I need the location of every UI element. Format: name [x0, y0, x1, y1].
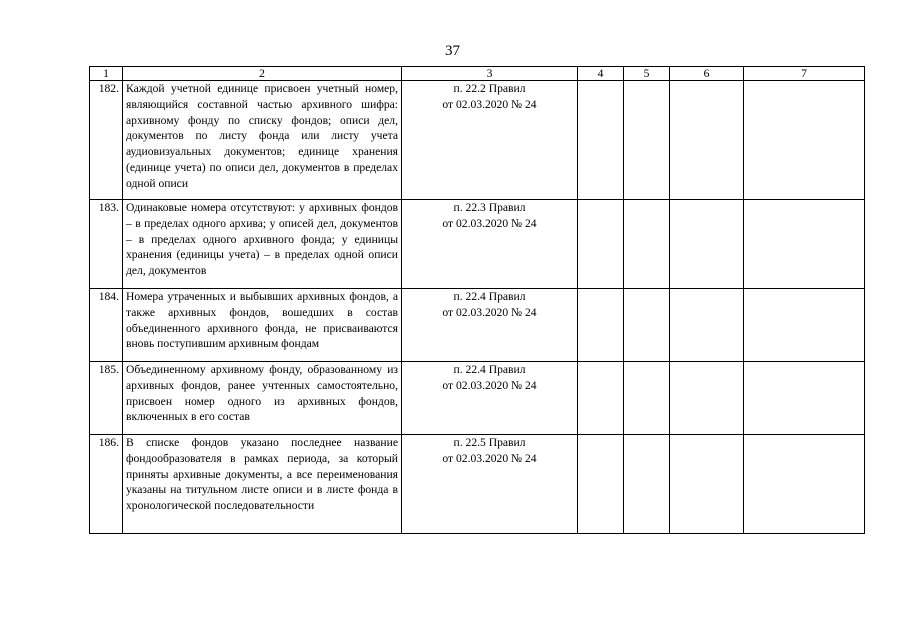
empty-cell — [578, 289, 624, 362]
checklist-table — [89, 66, 865, 534]
rule-date: от 02.03.2020 № 24 — [442, 97, 537, 111]
row-number: 184. — [90, 289, 123, 362]
row-number: 183. — [90, 200, 123, 289]
empty-cell — [624, 362, 670, 435]
page-number: 37 — [445, 43, 460, 59]
empty-cell — [670, 289, 744, 362]
requirement-text: Каждой учетной единице присвоен учетный номер, являющийся составной частью архивного шифра: архивному фонду по списку фондов; описи дел, документов по листу фонда или листу учета аудиовизуальных документов; единице хранения (единице учета) по описи дел, документов в пределах одной описи — [123, 81, 402, 200]
rule-reference — [402, 435, 578, 534]
rule-date: от 02.03.2020 № 24 — [442, 216, 537, 230]
empty-cell — [624, 289, 670, 362]
rule-reference — [402, 81, 578, 200]
requirement-text: Объединенному архивному фонду, образованному из архивных фондов, ранее учтенных самостоятельно, присвоен номер одного из архивных фондов, включенных в его состав — [123, 362, 402, 435]
rule-date: от 02.03.2020 № 24 — [442, 305, 537, 319]
table-header-row — [90, 67, 865, 81]
empty-cell — [624, 200, 670, 289]
rule-clause: п. 22.4 Правил — [453, 363, 526, 376]
rule-clause: п. 22.5 Правил — [453, 436, 526, 449]
table-row — [90, 200, 865, 289]
empty-cell — [624, 81, 670, 200]
column-header: 1 — [90, 67, 123, 81]
empty-cell — [578, 435, 624, 534]
empty-cell — [744, 200, 865, 289]
empty-cell — [670, 435, 744, 534]
table-row — [90, 289, 865, 362]
rule-clause: п. 22.4 Правил — [453, 290, 526, 303]
empty-cell — [744, 81, 865, 200]
column-header: 5 — [624, 67, 670, 81]
empty-cell — [670, 200, 744, 289]
row-number: 186. — [90, 435, 123, 534]
empty-cell — [578, 81, 624, 200]
rule-reference — [402, 289, 578, 362]
table-row — [90, 81, 865, 200]
empty-cell — [744, 289, 865, 362]
empty-cell — [578, 362, 624, 435]
requirement-text: Номера утраченных и выбывших архивных фондов, а также архивных фондов, вошедших в состав объединенного архивного фонда, не присваиваются вновь поступившим архивным фондам — [123, 289, 402, 362]
empty-cell — [578, 200, 624, 289]
column-header: 4 — [578, 67, 624, 81]
requirement-text: В списке фондов указано последнее название фондообразователя в рамках периода, за который приняты архивные документы, а все переименования указаны на титульном листе описи и в листе фонда в хронологической последовательности — [123, 435, 402, 534]
column-header: 3 — [402, 67, 578, 81]
rule-clause: п. 22.3 Правил — [453, 201, 526, 214]
row-number: 185. — [90, 362, 123, 435]
empty-cell — [744, 362, 865, 435]
requirement-text: Одинаковые номера отсутствуют: у архивных фондов – в пределах одного архива; у описей дел, документов – в пределах одного архивного фонда; у единицы хранения (единицы учета) – в пределах одной описи дел, документов — [123, 200, 402, 289]
rule-reference — [402, 362, 578, 435]
column-header: 6 — [670, 67, 744, 81]
table-row — [90, 435, 865, 534]
empty-cell — [670, 81, 744, 200]
row-number: 182. — [90, 81, 123, 200]
rule-date: от 02.03.2020 № 24 — [442, 378, 537, 392]
rule-date: от 02.03.2020 № 24 — [442, 451, 537, 465]
empty-cell — [744, 435, 865, 534]
rule-reference — [402, 200, 578, 289]
empty-cell — [624, 435, 670, 534]
column-header: 7 — [744, 67, 865, 81]
column-header: 2 — [123, 67, 402, 81]
table-row — [90, 362, 865, 435]
empty-cell — [670, 362, 744, 435]
rule-clause: п. 22.2 Правил — [453, 82, 526, 95]
